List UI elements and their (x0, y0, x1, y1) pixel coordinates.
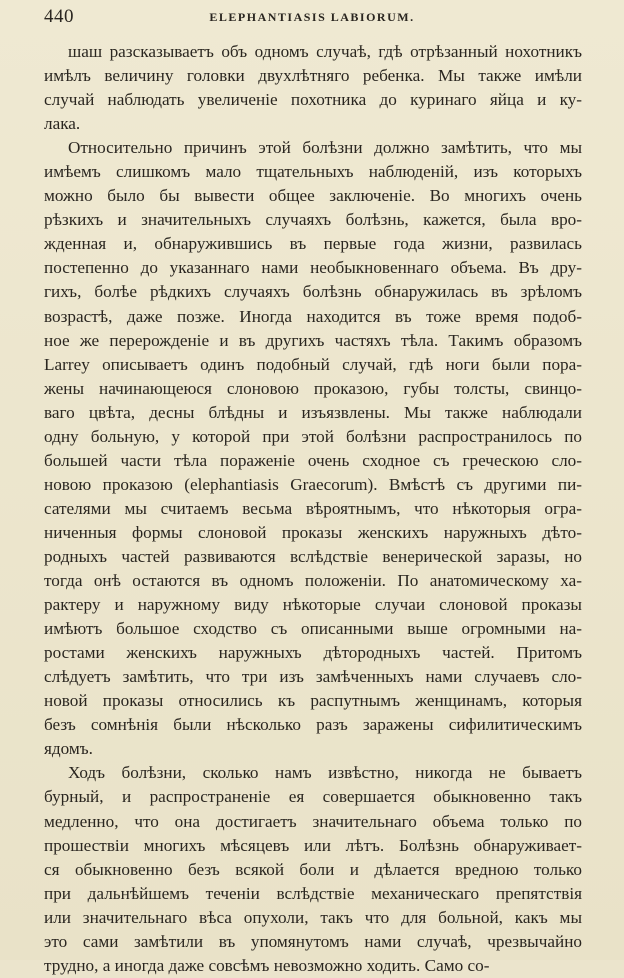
text-line: при дальнѣйшемъ теченіи вслѣдствіе механическаго препятствія (44, 883, 582, 903)
text-line: ростами женскихъ наружныхъ дѣтородныхъ частей. Притомъ (44, 643, 582, 663)
text-line: лака. (44, 114, 81, 134)
text-line: имѣлъ величину головки двухлѣтняго ребенка. Мы также имѣли (44, 66, 582, 86)
text-line: или значительнаго вѣса опухоли, такъ что для больной, какъ мы (44, 907, 582, 927)
text-line: случай наблюдать увеличеніе похотника до куринаго яйца и ку- (44, 90, 582, 110)
body-text (44, 40, 582, 978)
text-line: ное же перерожденіе и въ другихъ частяхъ тѣла. Такимъ образомъ (44, 330, 582, 350)
text-line: медленно, что она достигаетъ значительнаго объема только по (44, 811, 582, 831)
page-header (44, 6, 580, 28)
text-line: имѣемъ слишкомъ мало тщательныхъ наблюденій, изъ которыхъ (44, 162, 582, 182)
text-line: ваго цвѣта, десны блѣдны и изъязвлены. Мы также наблюдали (44, 402, 582, 422)
running-title: ELEPHANTIASIS LABIORUM. (209, 10, 415, 24)
text-line: новою проказою (elephantiasis Graecorum). Вмѣстѣ съ другими пи- (44, 474, 582, 494)
text-line: слѣдуетъ замѣтить, что три изъ замѣченныхъ нами случаевъ сло- (44, 667, 582, 687)
page-number: 440 (44, 6, 74, 27)
text-line: жденная и, обнаружившись въ первые года жизни, развилась (44, 234, 582, 254)
text-line: большей части тѣла пораженіе очень сходное съ греческою сло- (44, 450, 582, 470)
text-line: Относительно причинъ этой болѣзни должно замѣтить, что мы (68, 138, 582, 158)
text-line: родныхъ частей развиваются вслѣдствіе венерической заразы, но (44, 546, 582, 566)
text-line: Ходъ болѣзни, сколько намъ извѣстно, никогда не бываетъ (68, 763, 582, 783)
text-line: бурный, и распространеніе ея совершается обыкновенно такъ (44, 787, 582, 807)
text-line: возрастѣ, даже позже. Иногда находится въ тоже время подоб- (44, 306, 582, 326)
paragraph (44, 40, 582, 136)
text-line: ядомъ. (44, 739, 93, 759)
text-line: прошествіи многихъ мѣсяцевъ или лѣтъ. Болѣзнь обнаруживает- (44, 835, 582, 855)
text-line: гихъ, болѣе рѣдкихъ случаяхъ болѣзнь обнаружилась въ зрѣломъ (44, 282, 582, 302)
text-line: тогда онѣ остаются въ одномъ положеніи. По анатомическому ха- (44, 571, 582, 591)
text-line: трудно, а иногда даже совсѣмъ невозможно ходить. Само со- (44, 955, 490, 975)
text-line: рактеру и наружному виду нѣкоторые случаи слоновой проказы (44, 595, 582, 615)
text-line: постепенно до указаннаго нами необыкновеннаго объема. Въ дру- (44, 258, 582, 278)
text-line: это сами замѣтили въ упомянутомъ нами случаѣ, чрезвычайно (44, 931, 582, 951)
text-line: безъ сомнѣнія были нѣсколько разъ заражены сифилитическимъ (44, 715, 582, 735)
paragraph (44, 136, 582, 761)
text-line: одну больную, у которой при этой болѣзни распространилось по (44, 426, 582, 446)
text-line: можно было бы вывести общее заключеніе. Во многихъ очень (44, 186, 582, 206)
text-line: новой проказы относились къ распутнымъ женщинамъ, которыя (44, 691, 582, 711)
text-line: рѣзкихъ и значительныхъ случаяхъ болѣзнь, кажется, была вро- (44, 210, 582, 230)
text-line: ниченныя формы слоновой проказы женскихъ наружныхъ дѣто- (44, 522, 582, 542)
text-line: жены начинающеюся слоновою проказою, губы толсты, свинцо- (44, 378, 582, 398)
text-line: шаш разсказываетъ объ одномъ случаѣ, гдѣ отрѣзанный нохотникъ (68, 42, 582, 61)
paragraph (44, 761, 582, 977)
text-line: имѣютъ большое сходство съ описанными выше огромными на- (44, 619, 582, 639)
text-line: ся обыкновенно безъ всякой боли и дѣлается вредною только (44, 859, 582, 879)
text-line: сателями мы считаемъ весьма вѣроятнымъ, что нѣкоторыя огра- (44, 498, 582, 518)
text-line: Larrey описываетъ одинъ подобный случай, гдѣ ноги были пора- (44, 354, 582, 374)
